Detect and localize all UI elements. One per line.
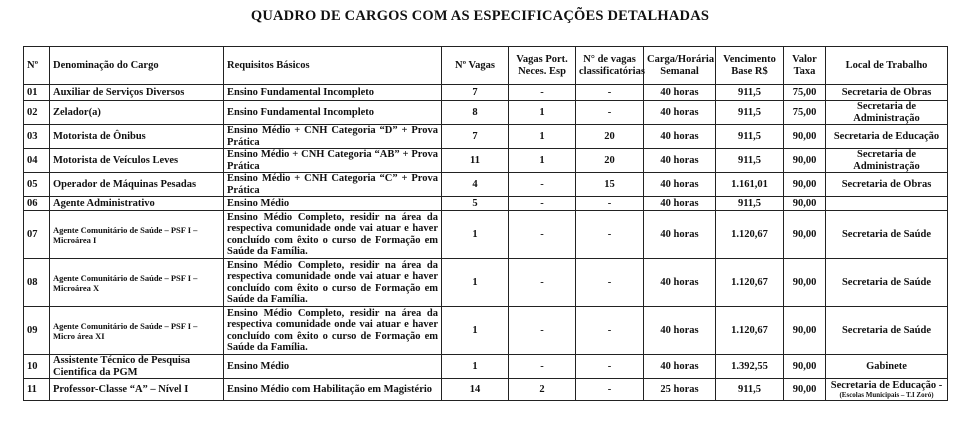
table-row: [24, 211, 948, 259]
table-row: [24, 173, 948, 197]
cell-classificatorias: -: [576, 197, 644, 211]
cell-classificatorias: -: [576, 101, 644, 125]
table-row: [24, 101, 948, 125]
cell-num: 09: [24, 307, 50, 355]
cell-vagas-port: -: [509, 259, 576, 307]
cell-num: 07: [24, 211, 50, 259]
cell-vencimento: 911,5: [716, 379, 784, 401]
cell-classificatorias: -: [576, 355, 644, 379]
cell-vagas: 1: [442, 211, 509, 259]
cell-local: Secretaria de Administração: [826, 101, 948, 125]
cell-vencimento: 1.392,55: [716, 355, 784, 379]
cell-cargo: Zelador(a): [50, 101, 224, 125]
cell-carga-horaria: 40 horas: [644, 259, 716, 307]
cell-vagas: 8: [442, 101, 509, 125]
cell-taxa: 90,00: [784, 379, 826, 401]
cell-classificatorias: 20: [576, 125, 644, 149]
cell-vagas: 7: [442, 85, 509, 101]
cell-vagas-port: -: [509, 355, 576, 379]
cell-requisitos: Ensino Fundamental Incompleto: [224, 85, 442, 101]
cell-cargo: Motorista de Ônibus: [50, 125, 224, 149]
table-row: [24, 149, 948, 173]
cell-taxa: 90,00: [784, 259, 826, 307]
cell-local: [826, 197, 948, 211]
header-classificatorias: N° de vagas classificatórias: [576, 47, 644, 85]
cell-carga-horaria: 40 horas: [644, 101, 716, 125]
cell-vagas-port: 1: [509, 125, 576, 149]
table-row: [24, 85, 948, 101]
cell-num: 05: [24, 173, 50, 197]
cell-num: 06: [24, 197, 50, 211]
cell-carga-horaria: 40 horas: [644, 125, 716, 149]
cell-vagas-port: -: [509, 173, 576, 197]
cell-cargo: Agente Comunitário de Saúde – PSF I – Microárea I: [50, 211, 224, 259]
cell-vencimento: 911,5: [716, 149, 784, 173]
cell-vencimento: 911,5: [716, 85, 784, 101]
table-row: [24, 307, 948, 355]
cell-vagas-port: -: [509, 211, 576, 259]
cell-taxa: 90,00: [784, 197, 826, 211]
header-vagas-port: Vagas Port. Neces. Esp: [509, 47, 576, 85]
cell-local: Secretaria de Obras: [826, 85, 948, 101]
cell-vagas-port: 2: [509, 379, 576, 401]
cell-taxa: 75,00: [784, 101, 826, 125]
cell-vagas: 1: [442, 307, 509, 355]
cell-cargo: Professor-Classe “A” – Nível I: [50, 379, 224, 401]
cell-vagas-port: -: [509, 85, 576, 101]
header-taxa: Valor Taxa: [784, 47, 826, 85]
cell-carga-horaria: 25 horas: [644, 379, 716, 401]
cell-taxa: 90,00: [784, 211, 826, 259]
header-vagas: Nº Vagas: [442, 47, 509, 85]
table-body: [24, 85, 948, 401]
cell-vagas-port: 1: [509, 101, 576, 125]
cell-local: Secretaria de Administração: [826, 149, 948, 173]
cell-classificatorias: -: [576, 259, 644, 307]
header-num: Nº: [24, 47, 50, 85]
cell-cargo: Assistente Técnico de Pesquisa Cientifica da PGM: [50, 355, 224, 379]
cell-vencimento: 1.120,67: [716, 211, 784, 259]
cell-requisitos: Ensino Médio + CNH Categoria “AB” + Prova Prática: [224, 149, 442, 173]
table-row: [24, 125, 948, 149]
cell-vagas: 5: [442, 197, 509, 211]
cell-local: Secretaria de Saúde: [826, 211, 948, 259]
cell-local: Secretaria de Saúde: [826, 259, 948, 307]
cell-num: 04: [24, 149, 50, 173]
cell-vencimento: 1.120,67: [716, 259, 784, 307]
header-local: Local de Trabalho: [826, 47, 948, 85]
cell-local: Secretaria de Educação - (Escolas Municipais – T.I Zoró): [826, 379, 948, 401]
cell-requisitos: Ensino Médio Completo, residir na área da respectiva comunidade onde vai atuar e haver concluído com êxito o curso de Formação em Saúde da Família.: [224, 211, 442, 259]
cell-classificatorias: -: [576, 379, 644, 401]
cell-vencimento: 1.161,01: [716, 173, 784, 197]
cell-taxa: 75,00: [784, 85, 826, 101]
cell-taxa: 90,00: [784, 125, 826, 149]
table-row: [24, 355, 948, 379]
cell-requisitos: Ensino Médio: [224, 355, 442, 379]
cell-vencimento: 911,5: [716, 197, 784, 211]
cell-classificatorias: 20: [576, 149, 644, 173]
header-vencimento: Vencimento Base R$: [716, 47, 784, 85]
cell-local: Gabinete: [826, 355, 948, 379]
cell-carga-horaria: 40 horas: [644, 197, 716, 211]
cell-local-sub: (Escolas Municipais – T.I Zoró): [839, 391, 934, 400]
cell-vagas: 1: [442, 355, 509, 379]
cell-vagas: 7: [442, 125, 509, 149]
cell-cargo: Agente Comunitário de Saúde – PSF I – Micro área XI: [50, 307, 224, 355]
cell-classificatorias: 15: [576, 173, 644, 197]
cell-cargo: Agente Comunitário de Saúde – PSF I – Microárea X: [50, 259, 224, 307]
cell-vencimento: 911,5: [716, 101, 784, 125]
cell-taxa: 90,00: [784, 149, 826, 173]
cell-carga-horaria: 40 horas: [644, 173, 716, 197]
cell-vencimento: 1.120,67: [716, 307, 784, 355]
cell-cargo: Auxiliar de Serviços Diversos: [50, 85, 224, 101]
cell-num: 08: [24, 259, 50, 307]
cell-vagas-port: -: [509, 197, 576, 211]
cell-carga-horaria: 40 horas: [644, 85, 716, 101]
cell-classificatorias: -: [576, 85, 644, 101]
cell-carga-horaria: 40 horas: [644, 307, 716, 355]
table-row: [24, 379, 948, 401]
cell-requisitos: Ensino Fundamental Incompleto: [224, 101, 442, 125]
cell-carga-horaria: 40 horas: [644, 149, 716, 173]
table-row: [24, 197, 948, 211]
header-carga-horaria: Carga/Horária Semanal: [644, 47, 716, 85]
cell-taxa: 90,00: [784, 173, 826, 197]
cell-carga-horaria: 40 horas: [644, 211, 716, 259]
cell-classificatorias: -: [576, 307, 644, 355]
cell-taxa: 90,00: [784, 355, 826, 379]
cell-requisitos: Ensino Médio com Habilitação em Magistério: [224, 379, 442, 401]
cell-vagas-port: 1: [509, 149, 576, 173]
cell-requisitos: Ensino Médio + CNH Categoria “D” + Prova Prática: [224, 125, 442, 149]
cell-requisitos: Ensino Médio Completo, residir na área da respectiva comunidade onde vai atuar e haver concluído com êxito o curso de Formação em Saúde da Família.: [224, 307, 442, 355]
cell-local: Secretaria de Educação: [826, 125, 948, 149]
table-row: [24, 259, 948, 307]
cell-requisitos: Ensino Médio: [224, 197, 442, 211]
cell-vagas-port: -: [509, 307, 576, 355]
cell-num: 03: [24, 125, 50, 149]
cell-num: 01: [24, 85, 50, 101]
page-title: QUADRO DE CARGOS COM AS ESPECIFICAÇÕES DETALHADAS: [250, 8, 710, 24]
cell-num: 02: [24, 101, 50, 125]
table-header-row: [24, 47, 948, 85]
cell-requisitos: Ensino Médio Completo, residir na área da respectiva comunidade onde vai atuar e haver concluído com êxito o curso de Formação em Saúde da Família.: [224, 259, 442, 307]
cell-cargo: Agente Administrativo: [50, 197, 224, 211]
cell-num: 10: [24, 355, 50, 379]
cell-local: Secretaria de Obras: [826, 173, 948, 197]
header-cargo: Denominação do Cargo: [50, 47, 224, 85]
cargos-table: [23, 46, 948, 401]
cell-cargo: Operador de Máquinas Pesadas: [50, 173, 224, 197]
cell-vencimento: 911,5: [716, 125, 784, 149]
cell-num: 11: [24, 379, 50, 401]
cell-taxa: 90,00: [784, 307, 826, 355]
cell-vagas: 11: [442, 149, 509, 173]
header-requisitos: Requisitos Básicos: [224, 47, 442, 85]
cell-requisitos: Ensino Médio + CNH Categoria “C” + Prova Prática: [224, 173, 442, 197]
cell-classificatorias: -: [576, 211, 644, 259]
cell-local: Secretaria de Saúde: [826, 307, 948, 355]
cell-vagas: 1: [442, 259, 509, 307]
cell-cargo: Motorista de Veículos Leves: [50, 149, 224, 173]
cell-vagas: 4: [442, 173, 509, 197]
cell-vagas: 14: [442, 379, 509, 401]
cell-carga-horaria: 40 horas: [644, 355, 716, 379]
